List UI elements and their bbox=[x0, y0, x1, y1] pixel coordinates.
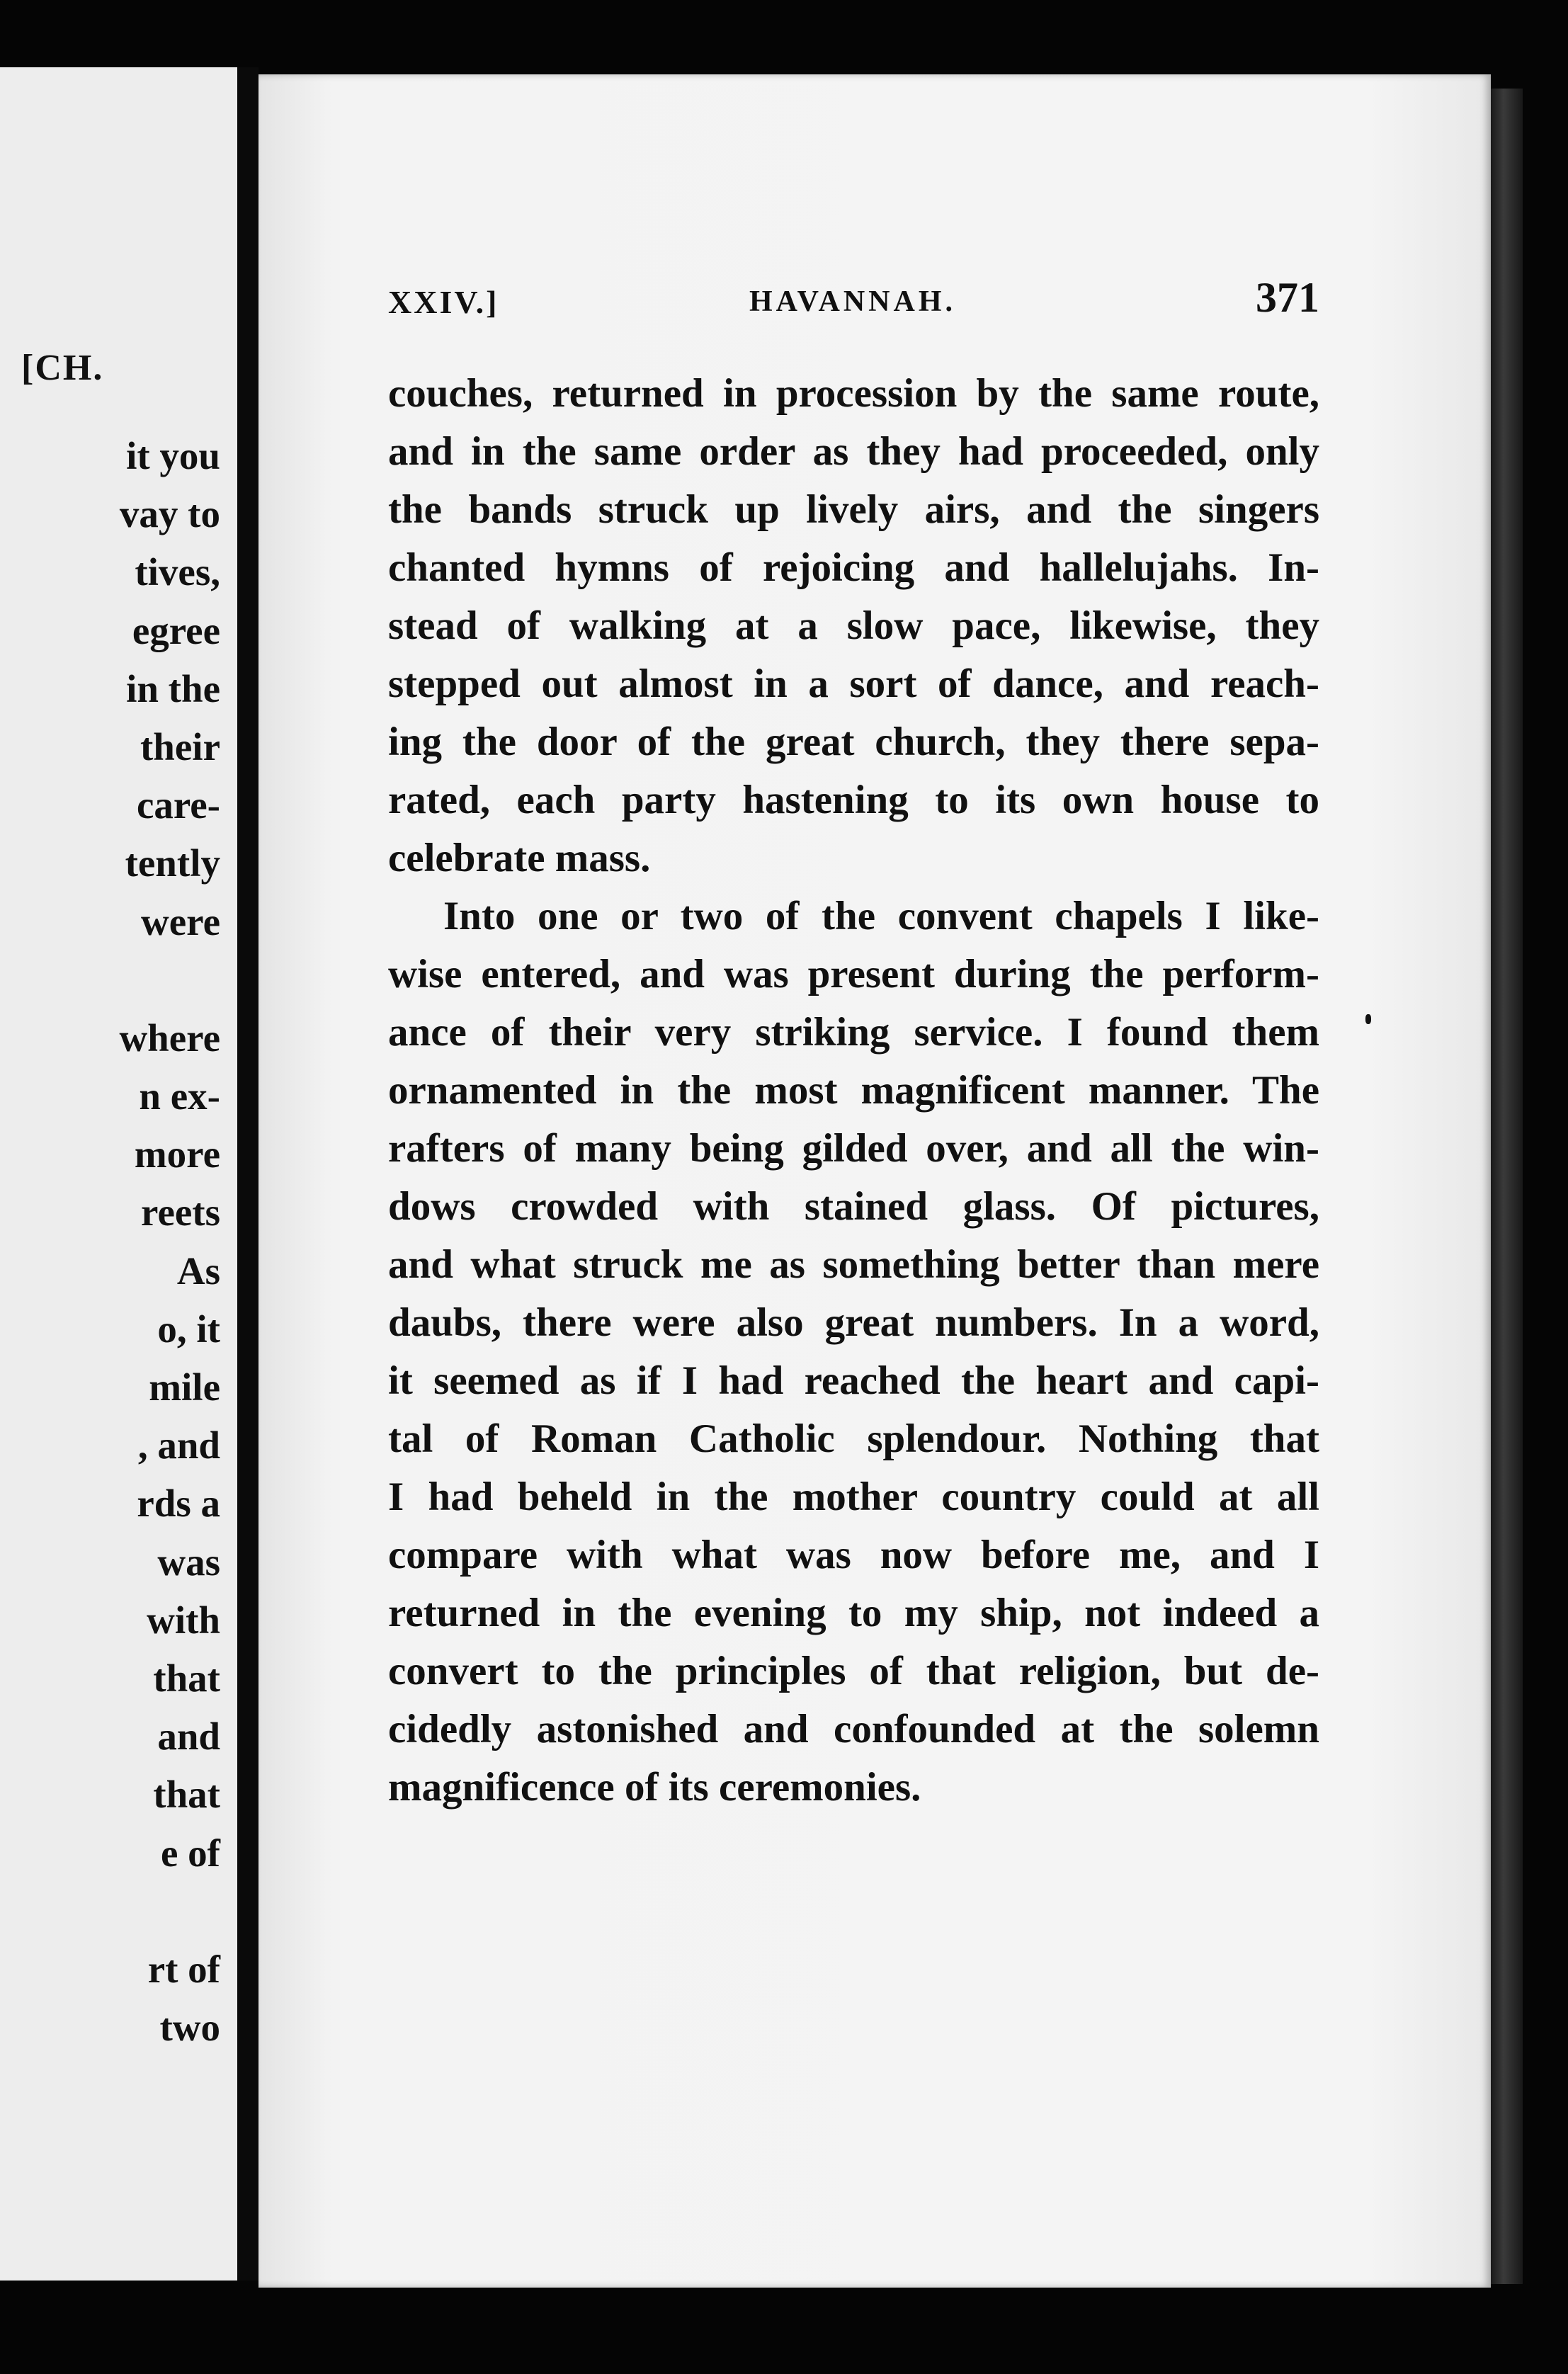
left-page-line: was bbox=[157, 1540, 220, 1584]
left-page-line: care- bbox=[136, 783, 220, 827]
left-page-line: o, it bbox=[157, 1307, 220, 1351]
text-line: returned in the evening to my ship, not indeed a bbox=[388, 1591, 1319, 1635]
left-page bbox=[0, 67, 237, 2281]
left-page-line: and bbox=[157, 1715, 220, 1759]
left-page-line: more bbox=[134, 1132, 220, 1176]
text-line: tal of Roman Catholic splendour. Nothing that bbox=[388, 1416, 1319, 1461]
left-page-line: two bbox=[159, 2006, 220, 2050]
text-line: ance of their very striking service. I found them bbox=[388, 1010, 1319, 1055]
text-line: stead of walking at a slow pace, likewise, they bbox=[388, 603, 1319, 648]
text-line: Into one or two of the convent chapels I like- bbox=[443, 894, 1319, 938]
left-page-line: their bbox=[140, 725, 220, 768]
left-page-line: tives, bbox=[135, 550, 220, 594]
left-page-text bbox=[119, 427, 220, 2057]
left-page-line: that bbox=[153, 1656, 220, 1700]
left-page-line: mile bbox=[149, 1365, 220, 1409]
left-page-line: were bbox=[141, 899, 220, 943]
left-page-line: with bbox=[147, 1598, 220, 1642]
left-page-line: e of bbox=[161, 1831, 220, 1875]
text-line: I had beheld in the mother country could at all bbox=[388, 1475, 1319, 1519]
ink-speck bbox=[1365, 1014, 1371, 1024]
text-line: cidedly astonished and confounded at the solemn bbox=[388, 1707, 1319, 1751]
left-page-line bbox=[119, 1882, 220, 1941]
text-line: wise entered, and was present during the perform- bbox=[388, 952, 1319, 996]
text-line: compare with what was now before me, and I bbox=[388, 1533, 1319, 1577]
left-page-line: As bbox=[176, 1249, 220, 1293]
running-head-chapter: XXIV.] bbox=[388, 284, 499, 320]
left-page-line: in the bbox=[126, 666, 220, 710]
page-number: 371 bbox=[1256, 274, 1319, 321]
page-edge bbox=[1491, 89, 1523, 2284]
paragraph bbox=[388, 365, 1319, 887]
running-head bbox=[388, 274, 1319, 333]
left-page-line: n ex- bbox=[139, 1074, 220, 1118]
text-line: stepped out almost in a sort of dance, and reach- bbox=[388, 661, 1319, 706]
left-page-line: where bbox=[119, 1016, 220, 1060]
left-page-line: it you bbox=[126, 434, 220, 477]
text-line: convert to the principles of that religion, but de- bbox=[388, 1649, 1319, 1693]
text-line: and in the same order as they had proceeded, only bbox=[388, 429, 1319, 474]
book-gutter bbox=[237, 67, 259, 2281]
left-page-line: vay to bbox=[119, 492, 220, 536]
running-head-title: HAVANNAH. bbox=[749, 285, 956, 318]
text-line: couches, returned in procession by the same route, bbox=[388, 371, 1319, 416]
text-line: ing the door of the great church, they there sepa- bbox=[388, 720, 1319, 764]
text-line: the bands struck up lively airs, and the singers bbox=[388, 487, 1319, 532]
left-chapter-marker: [CH. bbox=[21, 348, 104, 388]
text-line: ornamented in the most magnificent manner. The bbox=[388, 1068, 1319, 1113]
text-line: rated, each party hastening to its own house to bbox=[388, 778, 1319, 822]
left-page-line: tently bbox=[125, 841, 220, 885]
paragraph bbox=[388, 887, 1319, 1817]
text-line: rafters of many being gilded over, and all the win- bbox=[388, 1126, 1319, 1171]
text-line: dows crowded with stained glass. Of pictures, bbox=[388, 1184, 1319, 1229]
left-page-line: that bbox=[153, 1773, 220, 1817]
text-line: celebrate mass. bbox=[388, 836, 651, 880]
left-page-line bbox=[119, 951, 220, 1009]
text-line: magnificence of its ceremonies. bbox=[388, 1765, 921, 1810]
text-line: chanted hymns of rejoicing and hallelujahs. In- bbox=[388, 545, 1319, 590]
body-text bbox=[388, 365, 1319, 1817]
left-page-line: rds a bbox=[137, 1482, 220, 1526]
text-line: it seemed as if I had reached the heart and capi- bbox=[388, 1358, 1319, 1403]
left-page-line: rt of bbox=[147, 1947, 220, 1991]
left-page-line: egree bbox=[132, 608, 220, 652]
text-line: and what struck me as something better than mere bbox=[388, 1242, 1319, 1287]
text-line: daubs, there were also great numbers. In a word, bbox=[388, 1300, 1319, 1345]
left-page-line: reets bbox=[141, 1191, 220, 1234]
left-page-line: , and bbox=[137, 1424, 220, 1467]
